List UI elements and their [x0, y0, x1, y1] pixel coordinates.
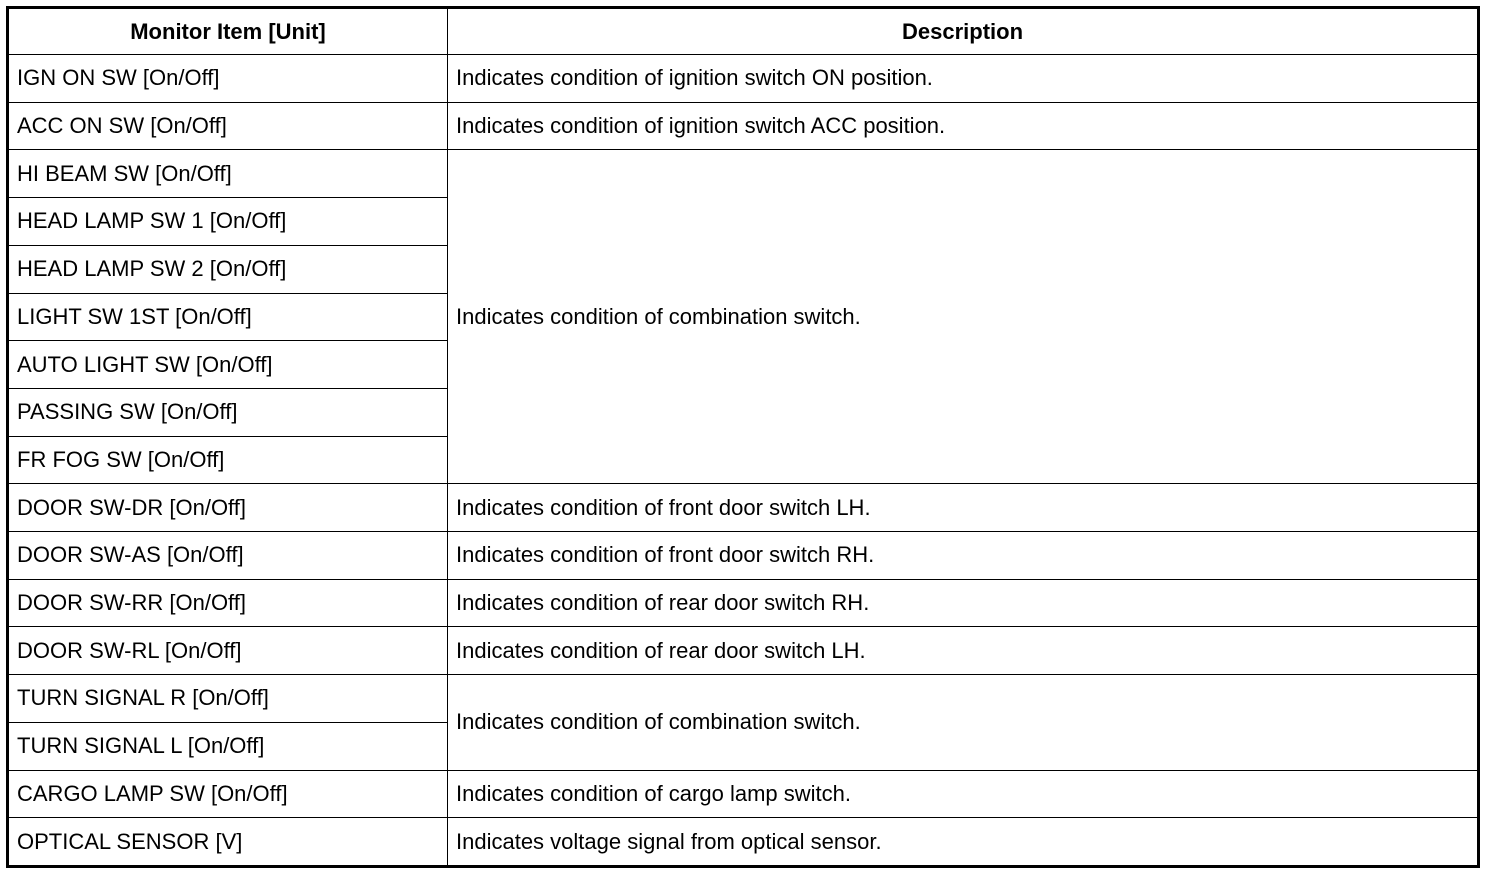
monitor-item-cell: HEAD LAMP SW 1 [On/Off] — [8, 198, 448, 246]
table-row — [8, 579, 1479, 627]
description-cell: Indicates condition of combination switch. — [448, 150, 1479, 484]
monitor-item-cell: IGN ON SW [On/Off] — [8, 55, 448, 103]
description-cell: Indicates condition of front door switch LH. — [448, 484, 1479, 532]
monitor-item-table — [6, 6, 1480, 868]
table-row — [8, 102, 1479, 150]
monitor-item-cell: CARGO LAMP SW [On/Off] — [8, 770, 448, 818]
description-cell: Indicates condition of ignition switch ON position. — [448, 55, 1479, 103]
monitor-item-cell: TURN SIGNAL L [On/Off] — [8, 722, 448, 770]
header-description: Description — [448, 8, 1479, 55]
description-cell: Indicates condition of ignition switch ACC position. — [448, 102, 1479, 150]
monitor-item-cell: DOOR SW-RR [On/Off] — [8, 579, 448, 627]
description-cell: Indicates condition of combination switch. — [448, 675, 1479, 770]
table-row — [8, 675, 1479, 723]
description-cell: Indicates condition of cargo lamp switch. — [448, 770, 1479, 818]
header-monitor-item: Monitor Item [Unit] — [8, 8, 448, 55]
monitor-item-cell: DOOR SW-RL [On/Off] — [8, 627, 448, 675]
monitor-item-cell: DOOR SW-DR [On/Off] — [8, 484, 448, 532]
table-row — [8, 770, 1479, 818]
monitor-item-cell: OPTICAL SENSOR [V] — [8, 818, 448, 867]
monitor-item-cell: DOOR SW-AS [On/Off] — [8, 532, 448, 580]
table-header-row — [8, 8, 1479, 55]
monitor-item-cell: HI BEAM SW [On/Off] — [8, 150, 448, 198]
monitor-item-cell: TURN SIGNAL R [On/Off] — [8, 675, 448, 723]
table-row — [8, 150, 1479, 198]
table-row — [8, 55, 1479, 103]
description-cell: Indicates condition of front door switch RH. — [448, 532, 1479, 580]
monitor-item-cell: AUTO LIGHT SW [On/Off] — [8, 341, 448, 389]
description-cell: Indicates voltage signal from optical sensor. — [448, 818, 1479, 867]
monitor-item-cell: HEAD LAMP SW 2 [On/Off] — [8, 245, 448, 293]
monitor-item-cell: PASSING SW [On/Off] — [8, 388, 448, 436]
description-cell: Indicates condition of rear door switch LH. — [448, 627, 1479, 675]
monitor-item-cell: LIGHT SW 1ST [On/Off] — [8, 293, 448, 341]
table-row — [8, 484, 1479, 532]
table-row — [8, 818, 1479, 867]
table-row — [8, 627, 1479, 675]
description-cell: Indicates condition of rear door switch RH. — [448, 579, 1479, 627]
monitor-item-cell: ACC ON SW [On/Off] — [8, 102, 448, 150]
monitor-item-cell: FR FOG SW [On/Off] — [8, 436, 448, 484]
table-row — [8, 532, 1479, 580]
